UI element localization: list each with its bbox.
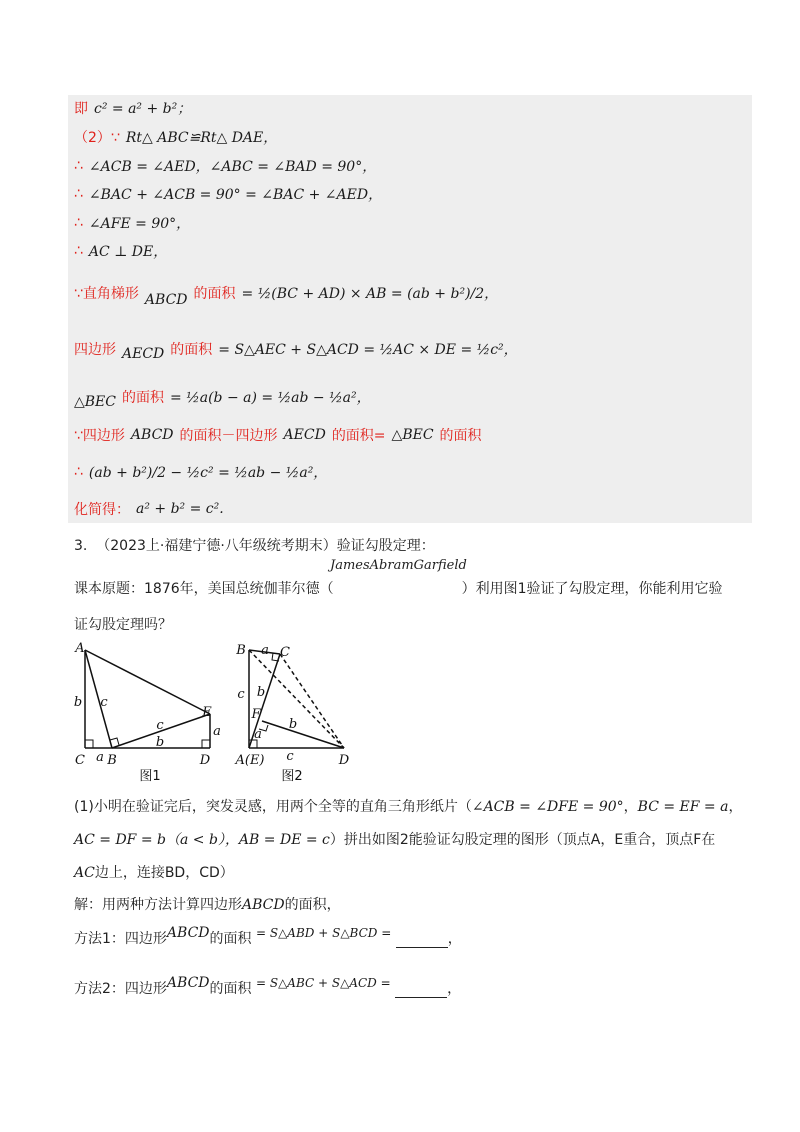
fig1-side-AB bbox=[85, 650, 112, 748]
fig1-label-a-right: a bbox=[213, 724, 221, 739]
solution-line-3: ∴ ∠ACB = ∠AED，∠ABC = ∠BAD = 90°， bbox=[74, 158, 377, 175]
fig1-label-c-left: c bbox=[100, 695, 108, 710]
part1-line-1: (1)小明在验证完后，突发灵感，用两个全等的直角三角形纸片（∠ACB = ∠DFE = 90°，BC = EF = a， bbox=[74, 799, 743, 815]
fig1-label-a-bottom: a bbox=[96, 750, 104, 765]
fig2-label-a-low: a bbox=[254, 727, 262, 742]
question-intro-line-1: 课本原题：1876年，美国总统伽菲尔德（ ）利用图1验证了勾股定理，你能利用它验 bbox=[74, 581, 723, 597]
fig2-caption: 图2 bbox=[281, 769, 303, 784]
fig1-label-c-mid: c bbox=[156, 718, 164, 733]
fig2-label-C: C bbox=[280, 645, 290, 660]
fig2-label-B: B bbox=[236, 643, 246, 658]
solution-line-2: （2）∵ Rt△ ABC≌Rt△ DAE， bbox=[74, 130, 278, 146]
solution-line-4: ∴ ∠BAC + ∠ACB = 90° = ∠BAC + ∠AED， bbox=[74, 186, 383, 203]
solution-line-9: △BEC 的面积 = ½a(b − a) = ½ab − ½a²， bbox=[74, 390, 371, 410]
solution-line-8: 四边形 AECD 的面积 = S△AEC + S△ACD = ½AC × DE = ½c²， bbox=[74, 342, 518, 362]
part1-line-3: AC边上，连接BD，CD） bbox=[74, 865, 234, 881]
solution-intro: 解：用两种方法计算四边形ABCD的面积， bbox=[74, 897, 341, 913]
question-intro-line-2: 证勾股定理吗？ bbox=[74, 617, 172, 633]
fig1-label-D: D bbox=[199, 753, 211, 768]
method-2-answer-blank[interactable] bbox=[395, 983, 447, 998]
solution-line-1: 即 c² = a² + b²； bbox=[74, 101, 192, 117]
method-1-line: 方法1：四边形ABCD的面积 = S△ABD + S△BCD = ， bbox=[74, 925, 462, 947]
fig2-label-b-low: b bbox=[288, 717, 298, 732]
fig1-label-B: B bbox=[107, 753, 117, 768]
figure-2 bbox=[228, 640, 368, 786]
fig2-label-AE: A(E) bbox=[235, 753, 265, 768]
figure-1 bbox=[70, 640, 230, 786]
fig2-side-FD bbox=[262, 721, 344, 748]
solution-line-10: ∵四边形 ABCD 的面积－四边形 AECD 的面积= △BEC 的面积 bbox=[74, 427, 482, 444]
solution-line-7: ∵直角梯形 ABCD 的面积 = ½(BC + AD) × AB = (ab + b²)/2， bbox=[74, 286, 499, 308]
garfield-name: JamesAbramGarfield bbox=[330, 558, 467, 573]
fig1-label-E: E bbox=[202, 705, 212, 720]
fig2-label-b-mid: b bbox=[256, 685, 266, 700]
fig1-caption: 图1 bbox=[139, 769, 161, 784]
method-2-line: 方法2：四边形ABCD的面积 = S△ABC + S△ACD = ， bbox=[74, 975, 462, 997]
method-1-answer-blank[interactable] bbox=[396, 933, 448, 948]
fig2-diag-CD bbox=[280, 654, 344, 748]
fig1-label-A: A bbox=[75, 641, 85, 656]
question-header: 3. （2023上·福建宁德·八年级统考期末）验证勾股定理： bbox=[74, 538, 435, 554]
solution-line-6: ∴ AC ⊥ DE， bbox=[74, 243, 168, 260]
part1-line-2: AC = DF = b（a < b），AB = DE = c）拼出如图2能验证勾股定理的图形（顶点A，E重合，顶点F在 bbox=[74, 832, 716, 848]
fig2-label-c-bottom: c bbox=[286, 749, 294, 764]
solution-line-11: ∴ (ab + b²)/2 − ½c² = ½ab − ½a²， bbox=[74, 464, 328, 481]
fig2-label-D: D bbox=[338, 753, 350, 768]
fig1-label-b-left: b bbox=[73, 695, 83, 710]
solution-line-12: 化简得： a² + b² = c². bbox=[74, 501, 224, 518]
fig2-label-F: F bbox=[251, 707, 261, 722]
fig2-label-a-top: a bbox=[261, 643, 269, 658]
fig1-label-b-bottom: b bbox=[155, 735, 165, 750]
fig1-label-C: C bbox=[75, 753, 85, 768]
fig2-label-c-left: c bbox=[237, 687, 245, 702]
solution-line-5: ∴ ∠AFE = 90°， bbox=[74, 215, 191, 232]
